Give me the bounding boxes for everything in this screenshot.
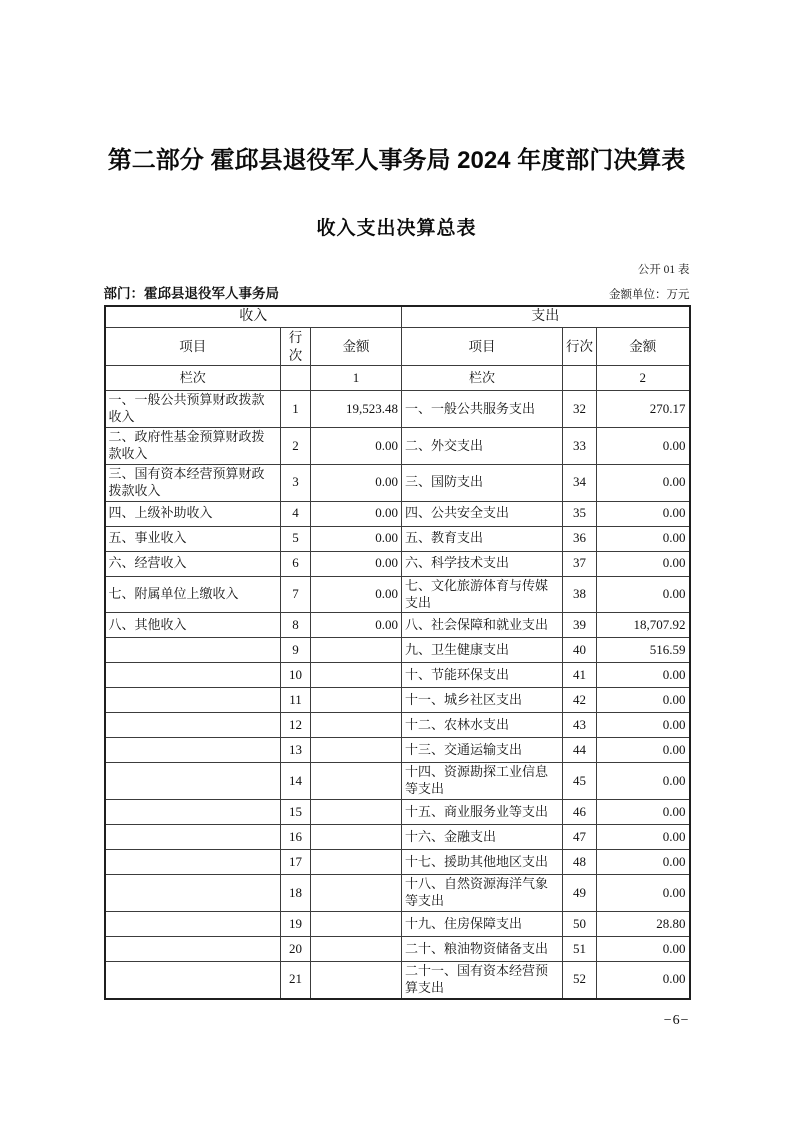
income-item-cell: 一、一般公共预算财政拨款收入	[105, 391, 281, 428]
expense-line-no-cell: 47	[563, 825, 597, 850]
expense-line-no-cell: 51	[563, 936, 597, 961]
income-line-no-cell: 1	[281, 391, 311, 428]
expense-amount-cell: 0.00	[597, 713, 690, 738]
income-line-no-cell: 15	[281, 800, 311, 825]
expense-amount-cell: 0.00	[597, 825, 690, 850]
expense-amount-cell: 0.00	[597, 800, 690, 825]
table-code: 公开 01 表	[637, 264, 690, 276]
income-amount-cell	[311, 961, 402, 998]
table-row	[105, 464, 690, 501]
income-line-no-cell: 9	[281, 638, 311, 663]
table-row	[105, 763, 690, 800]
table-row	[105, 638, 690, 663]
income-item-cell	[105, 713, 281, 738]
table-row	[105, 663, 690, 688]
expense-item-cell: 六、科学技术支出	[402, 551, 563, 576]
income-item-cell	[105, 638, 281, 663]
expense-section-header: 支出	[402, 306, 690, 328]
income-amount-cell	[311, 713, 402, 738]
expense-line-no-cell: 33	[563, 428, 597, 465]
expense-line-no-cell: 42	[563, 688, 597, 713]
expense-item-cell: 十五、商业服务业等支出	[402, 800, 563, 825]
income-item-cell	[105, 911, 281, 936]
expense-item-cell: 九、卫生健康支出	[402, 638, 563, 663]
expense-item-cell: 十六、金融支出	[402, 825, 563, 850]
expense-item-cell: 八、社会保障和就业支出	[402, 613, 563, 638]
income-item-cell: 七、附属单位上缴收入	[105, 576, 281, 613]
column-header-row	[105, 328, 690, 366]
expense-item-cell: 十二、农林水支出	[402, 713, 563, 738]
expense-line-no-cell: 50	[563, 911, 597, 936]
table-row	[105, 961, 690, 998]
expense-item-cell: 三、国防支出	[402, 464, 563, 501]
expense-column-number: 2	[597, 366, 690, 391]
income-section-header: 收入	[105, 306, 402, 328]
table-row	[105, 613, 690, 638]
income-item-cell	[105, 875, 281, 912]
income-line-no-cell: 3	[281, 464, 311, 501]
expense-amount-cell: 0.00	[597, 738, 690, 763]
income-line-no-cell: 19	[281, 911, 311, 936]
income-amount-cell	[311, 738, 402, 763]
income-amount-cell: 0.00	[311, 526, 402, 551]
expense-amount-cell: 0.00	[597, 428, 690, 465]
expense-amount-cell: 0.00	[597, 551, 690, 576]
expense-item-cell: 一、一般公共服务支出	[402, 391, 563, 428]
section-header-row	[105, 306, 690, 328]
expense-amount-cell: 28.80	[597, 911, 690, 936]
table-row	[105, 391, 690, 428]
income-line-no-cell: 11	[281, 688, 311, 713]
table-row	[105, 526, 690, 551]
income-amount-cell	[311, 688, 402, 713]
income-amount-cell	[311, 663, 402, 688]
expense-amount-cell: 0.00	[597, 850, 690, 875]
table-row	[105, 850, 690, 875]
income-amount-cell: 0.00	[311, 464, 402, 501]
expense-item-cell: 五、教育支出	[402, 526, 563, 551]
income-amount-cell: 0.00	[311, 428, 402, 465]
expense-amount-cell: 0.00	[597, 464, 690, 501]
income-amount-cell	[311, 875, 402, 912]
unit-label: 金额单位：万元	[609, 289, 690, 301]
expense-amount-header: 金额	[597, 328, 690, 366]
expense-item-cell: 十四、资源勘探工业信息等支出	[402, 763, 563, 800]
income-amount-cell: 0.00	[311, 576, 402, 613]
income-amount-cell: 0.00	[311, 501, 402, 526]
table-row	[105, 911, 690, 936]
income-line-no-cell: 12	[281, 713, 311, 738]
expense-line-no-cell: 39	[563, 613, 597, 638]
expense-line-no-cell: 35	[563, 501, 597, 526]
income-amount-cell	[311, 763, 402, 800]
income-amount-cell: 0.00	[311, 551, 402, 576]
content-area	[104, 0, 690, 1029]
expense-item-cell: 十七、援助其他地区支出	[402, 850, 563, 875]
income-line-no-cell: 4	[281, 501, 311, 526]
income-item-cell	[105, 763, 281, 800]
expense-item-cell: 二、外交支出	[402, 428, 563, 465]
income-item-cell	[105, 688, 281, 713]
expense-item-header: 项目	[402, 328, 563, 366]
expense-item-cell: 十一、城乡社区支出	[402, 688, 563, 713]
income-item-cell: 二、政府性基金预算财政拨款收入	[105, 428, 281, 465]
income-line-no-cell: 2	[281, 428, 311, 465]
department-label: 部门：霍邱县退役军人事务局	[103, 286, 279, 301]
expense-amount-cell: 516.59	[597, 638, 690, 663]
table-row	[105, 501, 690, 526]
expense-amount-cell: 0.00	[597, 688, 690, 713]
expense-line-no-cell: 40	[563, 638, 597, 663]
income-amount-cell: 19,523.48	[311, 391, 402, 428]
table-row	[105, 576, 690, 613]
document-title: 第二部分 霍邱县退役军人事务局 2024 年度部门决算表	[107, 147, 686, 174]
income-lanci-label: 栏次	[105, 366, 281, 391]
expense-item-cell: 二十一、国有资本经营预算支出	[402, 961, 563, 998]
expense-item-cell: 十九、住房保障支出	[402, 911, 563, 936]
income-amount-cell	[311, 911, 402, 936]
income-item-cell	[105, 850, 281, 875]
expense-line-no-cell: 48	[563, 850, 597, 875]
income-line-no-cell: 21	[281, 961, 311, 998]
table-title: 收入支出决算总表	[316, 218, 477, 239]
income-column-number: 1	[311, 366, 402, 391]
expense-line-no-cell: 49	[563, 875, 597, 912]
income-amount-cell: 0.00	[311, 613, 402, 638]
expense-amount-cell: 0.00	[597, 526, 690, 551]
income-item-cell: 三、国有资本经营预算财政拨款收入	[105, 464, 281, 501]
expense-line-no-header: 行次	[563, 328, 597, 366]
expense-lanci-label: 栏次	[402, 366, 563, 391]
income-item-cell	[105, 738, 281, 763]
expense-amount-cell: 270.17	[597, 391, 690, 428]
income-line-no-cell: 5	[281, 526, 311, 551]
income-item-cell: 四、上级补助收入	[105, 501, 281, 526]
income-line-no-cell: 8	[281, 613, 311, 638]
income-item-cell	[105, 961, 281, 998]
income-amount-cell	[311, 936, 402, 961]
table-row	[105, 875, 690, 912]
income-item-cell: 五、事业收入	[105, 526, 281, 551]
expense-item-cell: 二十、粮油物资储备支出	[402, 936, 563, 961]
expense-line-no-cell: 44	[563, 738, 597, 763]
expense-line-no-cell: 41	[563, 663, 597, 688]
expense-item-cell: 十、节能环保支出	[402, 663, 563, 688]
table-row	[105, 825, 690, 850]
income-amount-cell	[311, 800, 402, 825]
expense-line-no-cell: 37	[563, 551, 597, 576]
table-row	[105, 713, 690, 738]
income-line-no-cell: 20	[281, 936, 311, 961]
income-amount-header: 金额	[311, 328, 402, 366]
expense-amount-cell: 0.00	[597, 763, 690, 800]
expense-item-cell: 七、文化旅游体育与传媒支出	[402, 576, 563, 613]
income-item-cell	[105, 800, 281, 825]
table-row	[105, 551, 690, 576]
income-line-no-cell: 6	[281, 551, 311, 576]
income-item-cell: 八、其他收入	[105, 613, 281, 638]
income-item-cell	[105, 663, 281, 688]
expense-lanci-spacer	[563, 366, 597, 391]
expense-item-cell: 十八、自然资源海洋气象等支出	[402, 875, 563, 912]
expense-item-cell: 四、公共安全支出	[402, 501, 563, 526]
expense-item-cell: 十三、交通运输支出	[402, 738, 563, 763]
expense-amount-cell: 0.00	[597, 576, 690, 613]
expense-line-no-cell: 32	[563, 391, 597, 428]
income-line-no-cell: 14	[281, 763, 311, 800]
income-line-no-cell: 13	[281, 738, 311, 763]
income-item-cell: 六、经营收入	[105, 551, 281, 576]
expense-amount-cell: 0.00	[597, 961, 690, 998]
income-line-no-cell: 10	[281, 663, 311, 688]
income-line-no-cell: 17	[281, 850, 311, 875]
expense-line-no-cell: 52	[563, 961, 597, 998]
table-row	[105, 428, 690, 465]
income-item-cell	[105, 936, 281, 961]
expense-line-no-cell: 43	[563, 713, 597, 738]
expense-line-no-cell: 45	[563, 763, 597, 800]
expense-line-no-cell: 46	[563, 800, 597, 825]
income-amount-cell	[311, 850, 402, 875]
income-line-no-cell: 7	[281, 576, 311, 613]
expense-amount-cell: 0.00	[597, 875, 690, 912]
expense-line-no-cell: 36	[563, 526, 597, 551]
expense-amount-cell: 0.00	[597, 663, 690, 688]
column-index-row	[105, 366, 690, 391]
expense-line-no-cell: 38	[563, 576, 597, 613]
expense-amount-cell: 0.00	[597, 501, 690, 526]
table-meta-row	[104, 282, 690, 302]
income-line-no-header: 行次	[281, 328, 311, 366]
income-lanci-spacer	[281, 366, 311, 391]
income-item-cell	[105, 825, 281, 850]
income-amount-cell	[311, 825, 402, 850]
table-row	[105, 738, 690, 763]
expense-line-no-cell: 34	[563, 464, 597, 501]
expense-amount-cell: 18,707.92	[597, 613, 690, 638]
income-line-no-cell: 16	[281, 825, 311, 850]
page-number: −6−	[663, 1012, 690, 1028]
income-expense-table	[104, 305, 691, 1000]
income-amount-cell	[311, 638, 402, 663]
table-row	[105, 936, 690, 961]
expense-amount-cell: 0.00	[597, 936, 690, 961]
income-line-no-cell: 18	[281, 875, 311, 912]
income-item-header: 项目	[105, 328, 281, 366]
table-row	[105, 800, 690, 825]
table-row	[105, 688, 690, 713]
table-body	[105, 391, 690, 999]
